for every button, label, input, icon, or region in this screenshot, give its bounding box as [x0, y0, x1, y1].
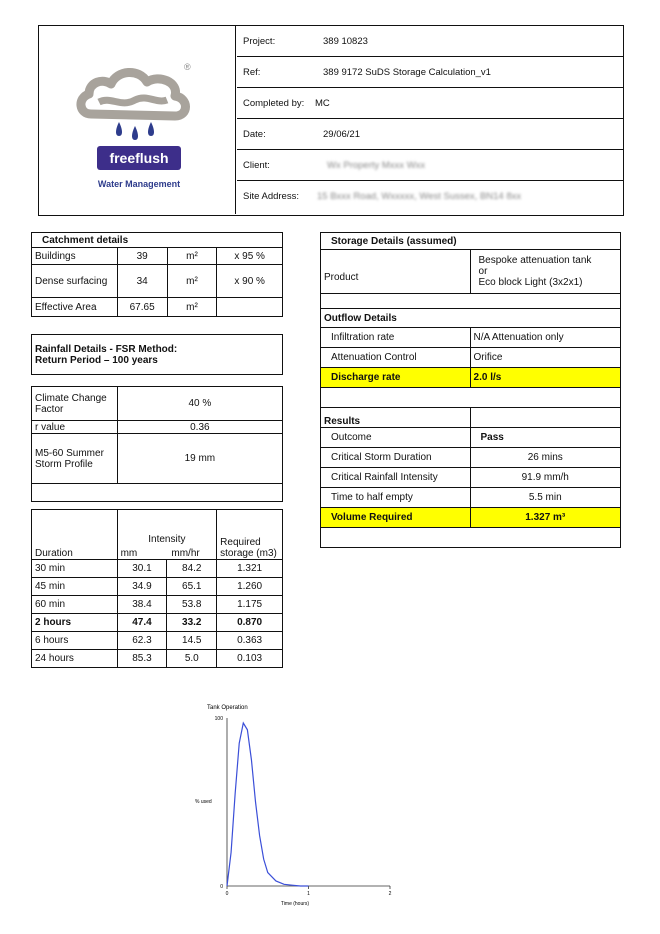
mm-cell: 30.1: [117, 560, 167, 578]
brand-name: freeflush: [109, 150, 169, 166]
intensity-header-cell: [117, 510, 217, 560]
outcome-value: Pass: [470, 428, 620, 448]
completed-value: MC: [315, 98, 330, 109]
storage-col-header: Required storage (m3): [217, 510, 283, 560]
half-empty-label: Time to half empty: [321, 488, 471, 508]
duration-cell: 30 min: [32, 560, 118, 578]
infiltration-value: N/A Attenuation only: [470, 328, 620, 348]
mm-cell: 34.9: [117, 578, 167, 596]
duration-cell: 60 min: [32, 596, 118, 614]
catchment-table: [31, 232, 283, 502]
mmhr-cell: 65.1: [167, 578, 217, 596]
chart-ticks: [215, 716, 392, 897]
duration-row: [32, 596, 283, 614]
header-box: [38, 25, 624, 216]
results-title-blank: [470, 408, 620, 428]
spacer-row: [32, 375, 283, 387]
header-row-completed: [237, 88, 623, 119]
mmhr-col-header: mm/hr: [171, 548, 200, 559]
discharge-value: 2.0 l/s: [470, 368, 620, 388]
client-label: Client:: [243, 160, 270, 171]
rainfall-title: [32, 335, 283, 375]
duration-row: [32, 560, 283, 578]
storage-table: [320, 232, 621, 548]
storage-cell: 1.321: [217, 560, 283, 578]
storage-cell: 0.870: [217, 614, 283, 632]
mmhr-cell: 84.2: [167, 560, 217, 578]
header-row-client: [237, 150, 623, 181]
buildings-value: 39: [117, 248, 167, 265]
duration-row: [32, 614, 283, 632]
chart-xlabel: Time (hours): [280, 901, 310, 907]
surfacing-factor: x 90 %: [217, 265, 283, 298]
duration-cell: 2 hours: [32, 614, 118, 632]
spacer-row: [321, 294, 621, 309]
mmhr-cell: 14.5: [167, 632, 217, 650]
rainfall-title-line1: Rainfall Details - FSR Method:: [35, 343, 178, 355]
duration-col-header: Duration: [32, 510, 118, 560]
catchment-title: Catchment details: [32, 233, 283, 248]
control-label: Attenuation Control: [321, 348, 471, 368]
duration-row: [32, 578, 283, 596]
mm-cell: 38.4: [117, 596, 167, 614]
climate-value: 40 %: [117, 387, 282, 421]
chart-x-tick-label: 0: [225, 891, 229, 897]
volume-label: Volume Required: [321, 508, 471, 528]
duration-row: [32, 650, 283, 668]
mmhr-cell: 5.0: [167, 650, 217, 668]
rainfall-intensity-label: Critical Rainfall Intensity: [321, 468, 471, 488]
duration-table: [31, 509, 283, 668]
discharge-label: Discharge rate: [321, 368, 471, 388]
chart-x-tick-label: 2: [388, 891, 392, 897]
half-empty-value: 5.5 min: [470, 488, 620, 508]
duration-row: [32, 632, 283, 650]
infiltration-label: Infiltration rate: [321, 328, 471, 348]
storage-title: Storage Details (assumed): [321, 233, 621, 250]
product-value: [470, 250, 620, 294]
storage-cell: 0.103: [217, 650, 283, 668]
m560-value: 19 mm: [117, 434, 282, 484]
effective-area-unit: m²: [167, 298, 217, 317]
m560-label: M5-60 Summer Storm Profile: [32, 434, 118, 484]
outcome-label: Outcome: [321, 428, 471, 448]
logo-cell: [39, 26, 236, 214]
completed-label: Completed by:: [243, 98, 305, 109]
chart-x-tick-label: 1: [307, 891, 310, 897]
product-line3: Eco block Light (3x2x1): [478, 277, 583, 288]
chart-title: Tank Operation: [207, 705, 248, 711]
surfacing-value: 34: [117, 265, 167, 298]
project-label: Project:: [243, 36, 276, 47]
spacer-row: [321, 388, 621, 408]
ref-value: 389 9172 SuDS Storage Calculation_v1: [323, 67, 491, 78]
rainfall-intensity-value: 91.9 mm/h: [470, 468, 620, 488]
project-value: 389 10823: [323, 36, 368, 47]
storm-duration-label: Critical Storm Duration: [321, 448, 471, 468]
duration-rows: [32, 560, 283, 668]
mm-cell: 62.3: [117, 632, 167, 650]
product-line2: or: [478, 266, 488, 277]
rainfall-title-line2: Return Period – 100 years: [35, 354, 158, 366]
results-title: Results: [321, 408, 471, 428]
effective-area-label: Effective Area: [32, 298, 118, 317]
surfacing-label: Dense surfacing: [32, 265, 118, 298]
chart-ylabel: % used: [195, 799, 212, 805]
mm-col-header: mm: [120, 548, 138, 559]
storage-cell: 1.175: [217, 596, 283, 614]
client-value: Wx Property Mxxx Wxx: [327, 160, 426, 171]
chart-series-line: [227, 723, 309, 886]
storm-duration-value: 26 mins: [470, 448, 620, 468]
date-label: Date:: [243, 129, 266, 140]
r-value-label: r value: [32, 421, 118, 434]
buildings-factor: x 95 %: [217, 248, 283, 265]
spacer-row: [32, 484, 283, 502]
freeflush-logo: [39, 26, 235, 214]
duration-cell: 45 min: [32, 578, 118, 596]
volume-value: 1.327 m³: [470, 508, 620, 528]
duration-cell: 6 hours: [32, 632, 118, 650]
brand-tagline: Water Management: [97, 179, 181, 189]
site-label: Site Address:: [243, 191, 299, 202]
registered-mark: ®: [184, 62, 191, 72]
product-line1: Bespoke attenuation tank: [478, 255, 592, 266]
date-value: 29/06/21: [323, 129, 360, 140]
chart-y-tick-label: 0: [220, 884, 223, 890]
header-row-ref: [237, 57, 623, 88]
control-value: Orifice: [470, 348, 620, 368]
header-row-project: [237, 26, 623, 57]
storage-cell: 0.363: [217, 632, 283, 650]
header-row-date: [237, 119, 623, 150]
effective-area-factor: [217, 298, 283, 317]
mmhr-cell: 53.8: [167, 596, 217, 614]
mm-cell: 85.3: [117, 650, 167, 668]
mm-cell: 47.4: [117, 614, 167, 632]
buildings-unit: m²: [167, 248, 217, 265]
climate-label: Climate Change Factor: [32, 387, 118, 421]
duration-cell: 24 hours: [32, 650, 118, 668]
spacer-row: [32, 317, 283, 335]
surfacing-unit: m²: [167, 265, 217, 298]
tank-operation-chart: [185, 700, 415, 915]
spacer-row: [321, 528, 621, 548]
outflow-title: Outflow Details: [321, 309, 621, 328]
chart-y-tick-label: 100: [214, 716, 223, 722]
intensity-header: Intensity: [148, 534, 186, 545]
ref-label: Ref:: [243, 67, 261, 78]
buildings-label: Buildings: [32, 248, 118, 265]
effective-area-value: 67.65: [117, 298, 167, 317]
r-value: 0.36: [117, 421, 282, 434]
mmhr-cell: 33.2: [167, 614, 217, 632]
site-value: 15 Bxxx Road, Wxxxxx, West Sussex, BN14 8xx: [317, 191, 522, 202]
product-label: Product: [321, 250, 471, 294]
header-row-site: [237, 181, 623, 211]
storage-cell: 1.260: [217, 578, 283, 596]
